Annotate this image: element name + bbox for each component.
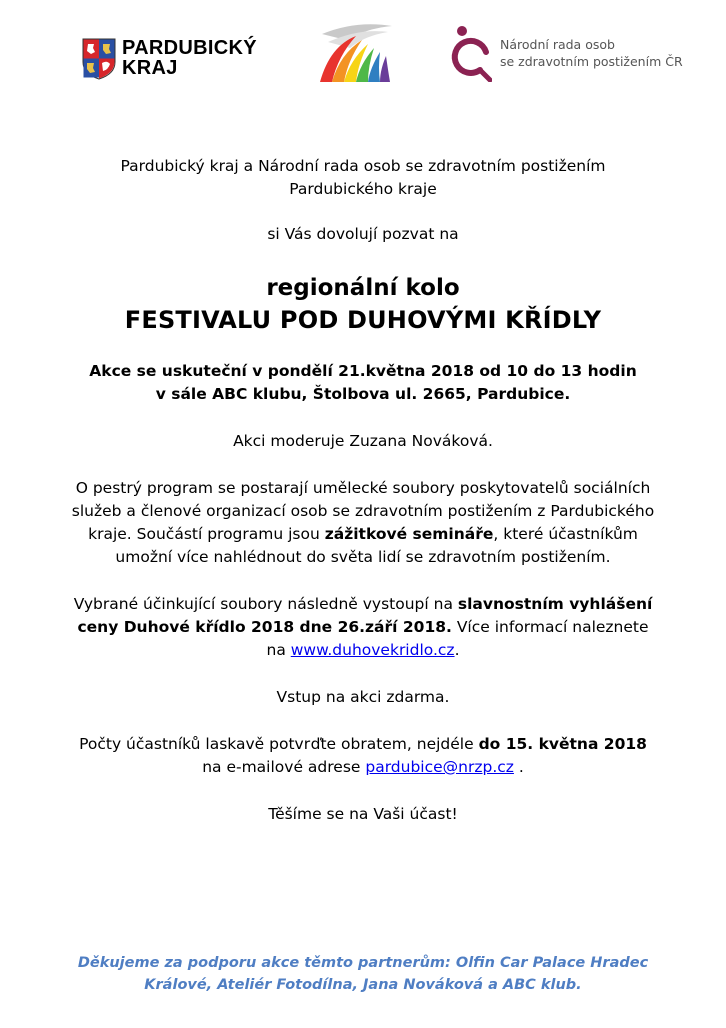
program-line2: služeb a členové organizací osob se zdravotním postižením z Pardubického	[71, 502, 655, 520]
rsvp-deadline: do 15. května 2018	[478, 735, 647, 753]
entry-text: Vstup na akci zdarma.	[276, 688, 450, 706]
event-where: v sále ABC klubu, Štolbova ul. 2665, Pardubice.	[155, 385, 571, 403]
nrzp-logo	[448, 24, 683, 82]
nrzp-text-line2: se zdravotním postižením ČR	[500, 54, 683, 69]
moderator-text: Akci moderuje Zuzana Nováková.	[233, 432, 493, 450]
rsvp-line2-start: na e-mailové adrese	[202, 758, 366, 776]
award-date: ceny Duhové křídlo 2018 dne 26.září 2018.	[77, 618, 452, 636]
title-festival: FESTIVALU POD DUHOVÝMI KŘÍDLY	[124, 306, 602, 334]
rsvp-line2-end: .	[513, 758, 524, 776]
program-line3	[60, 523, 666, 546]
intro-line1: Pardubický kraj a Národní rada osob se zdravotním postižením	[120, 157, 606, 175]
award-line1	[60, 593, 666, 616]
event-when: Akce se uskuteční v pondělí 21.května 2018 od 10 do 13 hodin	[89, 362, 637, 380]
nrzp-swirl-icon	[448, 24, 492, 82]
award-line3-end: .	[454, 641, 460, 659]
footer-line2: Králové, Ateliér Fotodílna, Jana Nováková a ABC klub.	[144, 977, 582, 993]
nrzp-text-line1: Národní rada osob	[500, 37, 615, 52]
award-line3	[60, 639, 666, 662]
logo-text-line1: PARDUBICKÝ	[122, 37, 257, 59]
logo-text-line2: KRAJ	[122, 57, 178, 79]
program-line3-start: kraje. Součástí programu jsou	[88, 525, 325, 543]
rsvp-line1-start: Počty účastníků laskavě potvrďte obratem, nejdéle	[79, 735, 479, 753]
festival-logo	[316, 22, 396, 90]
rsvp-line1	[60, 733, 666, 756]
intro-line2: Pardubického kraje	[289, 180, 437, 198]
partners-footer	[60, 952, 666, 996]
award-line3-start: na	[266, 641, 291, 659]
title-regional: regionální kolo	[266, 275, 460, 301]
program-line1: O pestrý program se postarají umělecké soubory poskytovatelů sociálních	[75, 479, 651, 497]
award-info: Více informací naleznete	[451, 618, 649, 636]
coat-of-arms-icon	[82, 38, 116, 80]
program-line3-end: , které účastníkům	[493, 525, 638, 543]
closing-text: Těšíme se na Vaši účast!	[268, 805, 458, 823]
logo-header	[0, 20, 726, 90]
program-line4: umožní více nahlédnout do světa lidí se zdravotním postižením.	[115, 548, 611, 566]
footer-line1: Děkujeme za podporu akce těmto partnerům: Olfin Car Palace Hradec	[77, 955, 649, 971]
invite-text: si Vás dovolují pozvat na	[267, 225, 459, 243]
program-highlight: zážitkové semináře	[324, 525, 494, 543]
award-line1-start: Vybrané účinkující soubory následně vystoupí na	[73, 595, 458, 613]
festival-website-link[interactable]: www.duhovekridlo.cz	[290, 641, 455, 659]
award-highlight: slavnostním vyhlášení	[457, 595, 653, 613]
pardubicky-kraj-logo	[82, 38, 257, 80]
rsvp-email-link[interactable]: pardubice@nrzp.cz	[365, 758, 514, 776]
rsvp-line2	[60, 756, 666, 779]
invitation-body	[60, 155, 666, 826]
rainbow-wing-icon	[316, 22, 396, 86]
award-line2	[60, 616, 666, 639]
